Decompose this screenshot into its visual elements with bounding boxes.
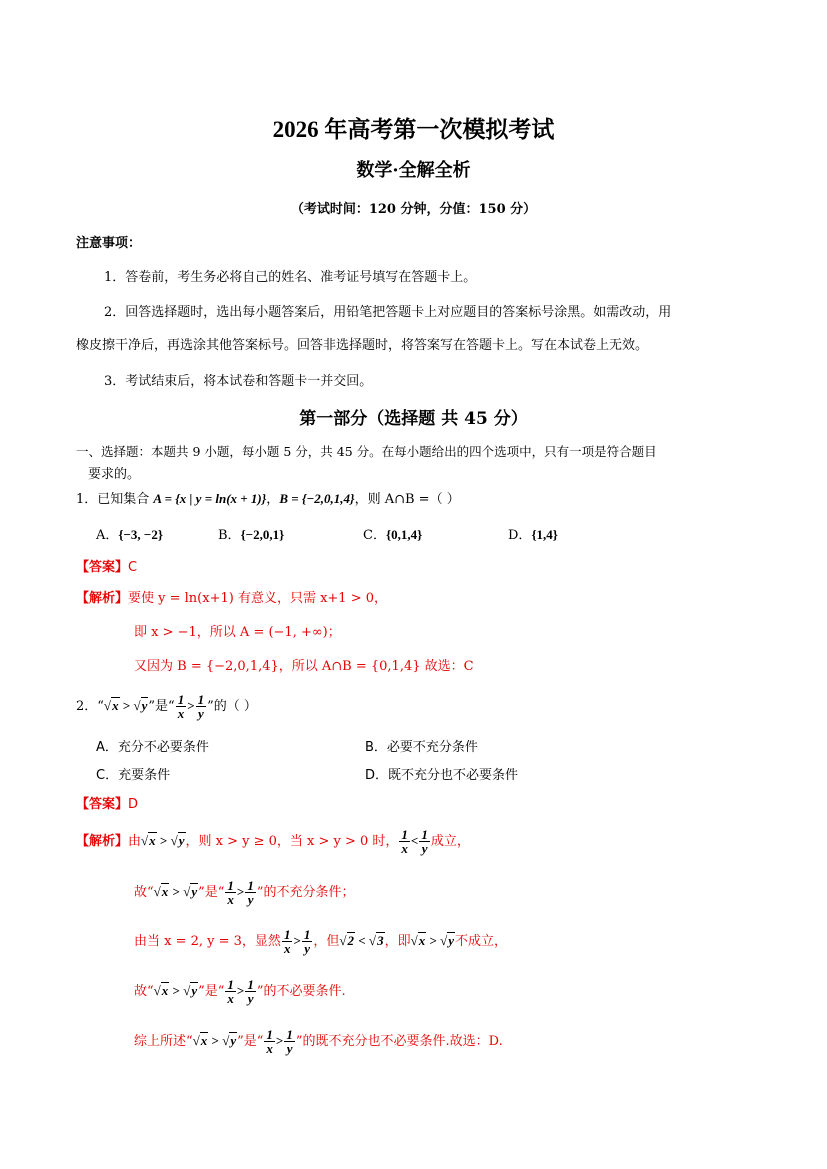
section-instructions: 一、选择题：本题共 9 小题，每小题 5 分，共 45 分。在每小题给出的四个选项中，只有一项是符合题目 [76, 444, 657, 459]
exam-info: （考试时间：120 分钟，分值：150 分） [290, 202, 537, 217]
question-number: 1．已知集合 [76, 492, 150, 507]
section-title: 第一部分（选择题 共 45 分） [299, 409, 528, 429]
analysis-line: 故“√x > √y”是“ $\frac{1}{x}$ > $\frac{1}{y}$ ”的不充分条件； [134, 878, 355, 907]
notes-heading: 注意事项： [76, 236, 142, 251]
answer-line [76, 556, 137, 575]
page-subtitle: 数学·全解全析 [356, 160, 471, 181]
answer-value: C [128, 560, 138, 575]
question-2: 2．“√x > √y”是“ $\frac{1}{x}$ > $\frac{1}{y}$ ”的（ ） [76, 692, 257, 721]
analysis-line: 又因为 B = {−2,0,1,4}，所以 A∩B = {0,1,4} 故选：C [134, 659, 474, 674]
analysis-line: 【解析】由√x > √y，则 x > y ≥ 0，当 x > y > 0 时， $\frac{1}{x}$ < $\frac{1}{y}$ 成立， [76, 827, 470, 856]
option-c: C．{0,1,4} [363, 527, 423, 543]
question-1 [76, 488, 460, 507]
analysis-line: 故“√x > √y”是“ $\frac{1}{x}$ > $\frac{1}{y}$ ”的不必要条件. [134, 977, 346, 1006]
option-c: C．充要条件 [96, 768, 171, 783]
note-item: 3．考试结束后，将本试卷和答题卡一并交回。 [104, 374, 373, 389]
set-a: A = {x | y = ln(x + 1)} [153, 491, 267, 506]
analysis-line: 综上所述“√x > √y”是“ $\frac{1}{x}$ > $\frac{1}{y}$ ”的既不充分也不必要条件.故选：D. [134, 1027, 503, 1056]
note-item: 2．回答选择题时，选出每小题答案后，用铅笔把答题卡上对应题目的答案标号涂黑。如需改动，用 [104, 305, 672, 320]
page-title: 2026 年高考第一次模拟考试 [272, 117, 555, 142]
analysis-line: 【解析】要使 y = ln(x+1) 有意义，只需 x+1 > 0， [76, 591, 388, 606]
note-item: 1．答卷前，考生务必将自己的姓名、准考证号填写在答题卡上。 [104, 270, 477, 285]
option-d: D．既不充分也不必要条件 [365, 768, 519, 783]
option-b: B．必要不充分条件 [365, 740, 478, 755]
analysis-line: 即 x > −1，所以 A = (−1, +∞)； [134, 625, 341, 640]
option-a: A．充分不必要条件 [96, 740, 209, 755]
option-a: A．{−3, −2} [96, 527, 163, 543]
section-instructions-cont: 要求的。 [88, 467, 141, 482]
option-b: B．{−2,0,1} [218, 527, 285, 543]
question-ask: ，则 A∩B =（ ） [354, 492, 460, 507]
option-d: D．{1,4} [508, 527, 558, 543]
separator: ， [266, 492, 280, 507]
answer-line: 【答案】D [76, 797, 139, 812]
analysis-tag: 【解析】 [76, 591, 129, 606]
answer-tag: 【答案】 [76, 560, 129, 575]
note-item: 橡皮擦干净后，再选涂其他答案标号。回答非选择题时，将答案写在答题卡上。写在本试卷上无效。 [76, 338, 649, 353]
analysis-line: 由当 x = 2, y = 3，显然 $\frac{1}{x}$ > $\frac{1}{y}$ ，但√2 < √3，即√x > √y不成立， [134, 927, 508, 956]
set-b: B = {−2,0,1,4} [279, 491, 355, 506]
